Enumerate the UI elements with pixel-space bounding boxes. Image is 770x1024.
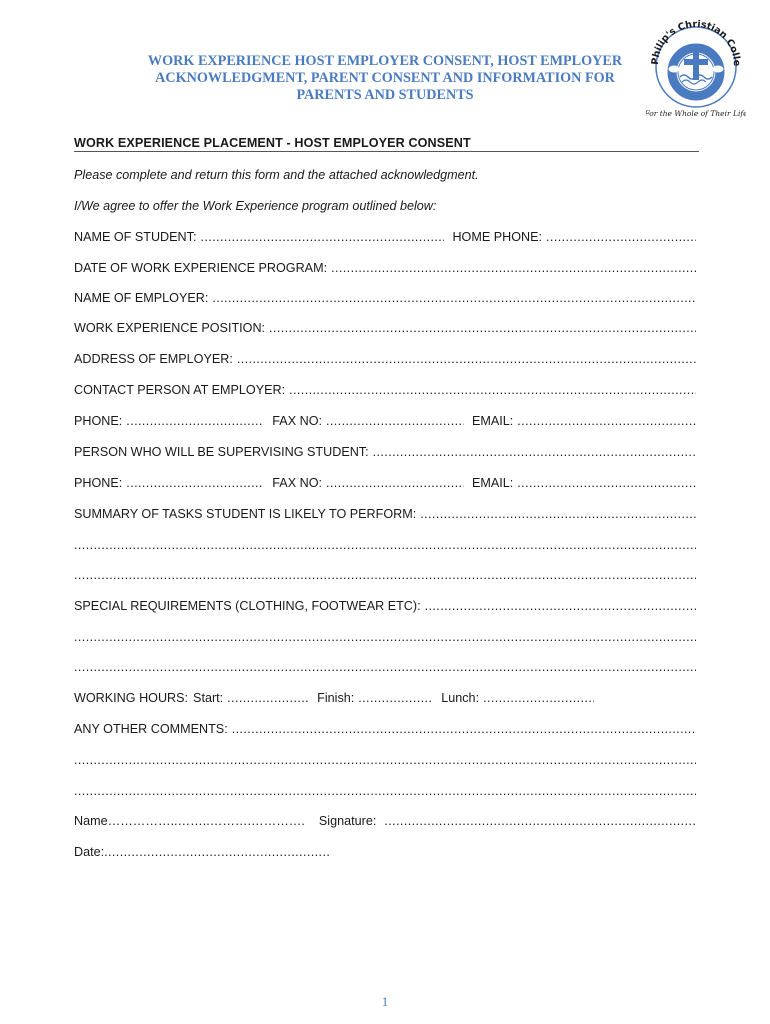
title-line-2: ACKNOWLEDGMENT, PARENT CONSENT AND INFORMATION FOR — [155, 70, 615, 86]
date-label: Date: — [74, 845, 105, 859]
tasks-row — [74, 506, 696, 522]
supervisor-phone-label: PHONE: — [74, 476, 123, 490]
other-comments-field[interactable] — [232, 721, 696, 737]
instruction-text: Please complete and return this form and the attached acknowledgment. — [74, 168, 479, 182]
tasks-line-2 — [74, 537, 696, 553]
employer-name-label: NAME OF EMPLOYER: — [74, 291, 209, 305]
email-label: EMAIL: — [471, 414, 514, 428]
phone-label: PHONE: — [74, 414, 123, 428]
position-row — [74, 320, 696, 336]
other-comments-field-line-2[interactable] — [74, 752, 696, 768]
home-phone-label: HOME PHONE: — [452, 230, 543, 244]
special-requirements-field-line-3[interactable] — [74, 659, 696, 675]
date-field[interactable] — [104, 844, 330, 860]
other-comments-field-line-3[interactable] — [74, 783, 696, 799]
position-field[interactable] — [269, 320, 696, 336]
other-comments-line-2 — [74, 752, 696, 768]
email-field[interactable] — [517, 413, 696, 429]
supervisor-contact-row — [74, 475, 696, 491]
name-label: Name — [74, 814, 108, 828]
phone-field[interactable] — [126, 413, 264, 429]
logo-name-text: Philip's Christian Colle — [649, 18, 743, 67]
employer-name-field[interactable] — [212, 290, 696, 306]
contact-person-field[interactable] — [289, 382, 696, 398]
home-phone-field[interactable] — [546, 229, 696, 245]
student-name-field[interactable] — [200, 229, 444, 245]
page-number: 1 — [381, 994, 389, 1009]
special-requirements-field[interactable] — [425, 598, 696, 614]
employer-contact-row — [74, 413, 696, 429]
program-date-row — [74, 260, 696, 276]
student-row — [74, 229, 696, 245]
name-signature-row — [74, 813, 696, 829]
working-hours-row — [74, 690, 594, 706]
employer-address-label: ADDRESS OF EMPLOYER: — [74, 352, 233, 366]
lunch-label: Lunch: — [441, 691, 480, 705]
supervisor-email-label: EMAIL: — [471, 476, 514, 490]
tasks-label: SUMMARY OF TASKS STUDENT IS LIKELY TO PERFORM: — [74, 507, 417, 521]
special-requirements-line-3 — [74, 659, 696, 675]
special-requirements-row — [74, 598, 696, 614]
working-hours-label: WORKING HOURS: — [74, 691, 189, 705]
date-row — [74, 844, 330, 860]
other-comments-row — [74, 721, 696, 737]
supervisor-fax-label: FAX NO: — [272, 476, 322, 490]
other-comments-label: ANY OTHER COMMENTS: — [74, 722, 228, 736]
fax-label: FAX NO: — [272, 414, 322, 428]
name-field[interactable]: ……………..……..……….…………. — [107, 814, 305, 828]
section-heading: WORK EXPERIENCE PLACEMENT - HOST EMPLOYER CONSENT — [74, 136, 471, 150]
start-label: Start: — [193, 691, 224, 705]
section-divider — [74, 151, 699, 152]
supervisor-field[interactable] — [373, 444, 696, 460]
tasks-field-line-2[interactable] — [74, 537, 696, 553]
supervisor-email-field[interactable] — [517, 475, 696, 491]
supervisor-label: PERSON WHO WILL BE SUPERVISING STUDENT: — [74, 445, 369, 459]
supervisor-phone-field[interactable] — [126, 475, 264, 491]
finish-field[interactable] — [358, 690, 433, 706]
logo-tagline: For the Whole of Their Life — [646, 109, 746, 118]
program-date-label: DATE OF WORK EXPERIENCE PROGRAM: — [74, 261, 328, 275]
start-field[interactable] — [227, 690, 309, 706]
signature-field[interactable] — [384, 813, 696, 829]
special-requirements-label: SPECIAL REQUIREMENTS (CLOTHING, FOOTWEAR ETC): — [74, 599, 421, 613]
agreement-text: I/We agree to offer the Work Experience program outlined below: — [74, 199, 437, 213]
title-line-1: WORK EXPERIENCE HOST EMPLOYER CONSENT, HOST EMPLOYER — [147, 53, 623, 69]
special-requirements-field-line-2[interactable] — [74, 629, 696, 645]
supervisor-fax-field[interactable] — [326, 475, 464, 491]
special-requirements-line-2 — [74, 629, 696, 645]
program-date-field[interactable] — [331, 260, 696, 276]
employer-address-row — [74, 351, 696, 367]
college-crest-icon — [646, 17, 746, 122]
other-comments-line-3 — [74, 783, 696, 799]
signature-label: Signature: — [318, 814, 377, 828]
title-line-3: PARENTS AND STUDENTS — [296, 87, 474, 103]
document-title — [110, 53, 660, 104]
fax-field[interactable] — [326, 413, 464, 429]
supervisor-row — [74, 444, 696, 460]
tasks-field[interactable] — [420, 506, 696, 522]
tasks-line-3 — [74, 567, 696, 583]
position-label: WORK EXPERIENCE POSITION: — [74, 321, 266, 335]
lunch-field[interactable] — [483, 690, 594, 706]
student-name-label: NAME OF STUDENT: — [74, 230, 197, 244]
college-logo — [646, 17, 746, 122]
finish-label: Finish: — [317, 691, 355, 705]
contact-person-label: CONTACT PERSON AT EMPLOYER: — [74, 383, 286, 397]
tasks-field-line-3[interactable] — [74, 567, 696, 583]
contact-person-row — [74, 382, 696, 398]
employer-address-field[interactable] — [237, 351, 696, 367]
employer-name-row — [74, 290, 696, 306]
